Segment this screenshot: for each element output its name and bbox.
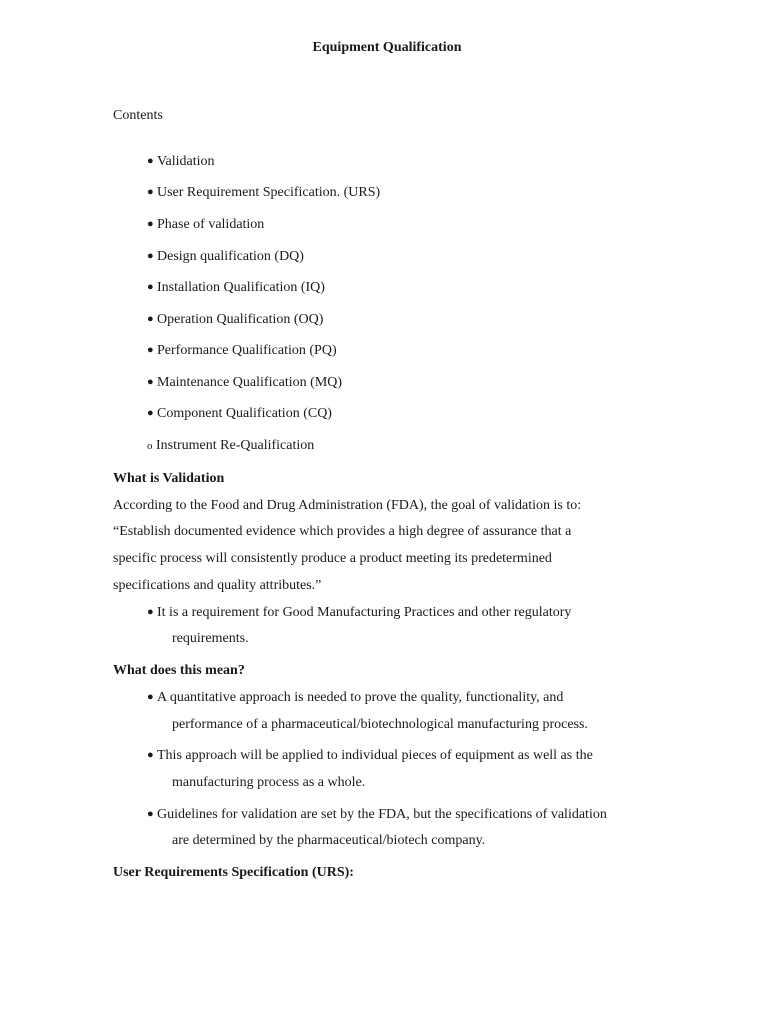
contents-label: Contents <box>113 108 163 123</box>
bullet-icon: ● <box>147 313 154 325</box>
contents-item: ● Phase of validation <box>147 217 265 232</box>
list-item-continuation: manufacturing process as a whole. <box>172 775 366 790</box>
bullet-icon: ● <box>147 606 154 618</box>
circle-bullet-icon: o <box>147 440 153 452</box>
list-item: ● This approach will be applied to individual pieces of equipment as well as the <box>147 748 593 763</box>
bullet-icon: ● <box>147 691 154 703</box>
paragraph-line: According to the Food and Drug Administration (FDA), the goal of validation is to: <box>113 498 582 513</box>
paragraph-line: specifications and quality attributes.” <box>113 578 322 593</box>
list-item-continuation: requirements. <box>172 631 249 646</box>
section-heading: What does this mean? <box>113 663 245 678</box>
contents-item: ● Component Qualification (CQ) <box>147 406 332 421</box>
contents-item: ● Operation Qualification (OQ) <box>147 312 324 327</box>
bullet-icon: ● <box>147 407 154 419</box>
list-item: ● Guidelines for validation are set by the FDA, but the specifications of validation <box>147 807 607 822</box>
contents-item: ● Installation Qualification (IQ) <box>147 280 325 295</box>
bullet-icon: ● <box>147 344 154 356</box>
contents-item: ● Validation <box>147 154 215 169</box>
bullet-icon: ● <box>147 218 154 230</box>
contents-item: ● Design qualification (DQ) <box>147 249 304 264</box>
bullet-icon: ● <box>147 808 154 820</box>
paragraph-line: specific process will consistently produce a product meeting its predetermined <box>113 551 552 566</box>
bullet-icon: ● <box>147 376 154 388</box>
list-item: ● It is a requirement for Good Manufacturing Practices and other regulatory <box>147 605 572 620</box>
contents-item: ● Performance Qualification (PQ) <box>147 343 337 358</box>
section-heading: User Requirements Specification (URS): <box>113 865 354 880</box>
bullet-icon: ● <box>147 281 154 293</box>
list-item-continuation: performance of a pharmaceutical/biotechnological manufacturing process. <box>172 717 588 732</box>
bullet-icon: ● <box>147 155 154 167</box>
bullet-icon: ● <box>147 749 154 761</box>
contents-item: ● User Requirement Specification. (URS) <box>147 185 381 200</box>
contents-subitem: o Instrument Re-Qualification <box>147 438 315 453</box>
section-heading: What is Validation <box>113 471 225 486</box>
paragraph-line: “Establish documented evidence which provides a high degree of assurance that a <box>113 524 572 539</box>
bullet-icon: ● <box>147 250 154 262</box>
list-item: ● A quantitative approach is needed to prove the quality, functionality, and <box>147 690 564 705</box>
bullet-icon: ● <box>147 186 154 198</box>
list-item-continuation: are determined by the pharmaceutical/biotech company. <box>172 833 486 848</box>
contents-item: ● Maintenance Qualification (MQ) <box>147 375 343 390</box>
page-title: Equipment Qualification <box>312 40 462 55</box>
